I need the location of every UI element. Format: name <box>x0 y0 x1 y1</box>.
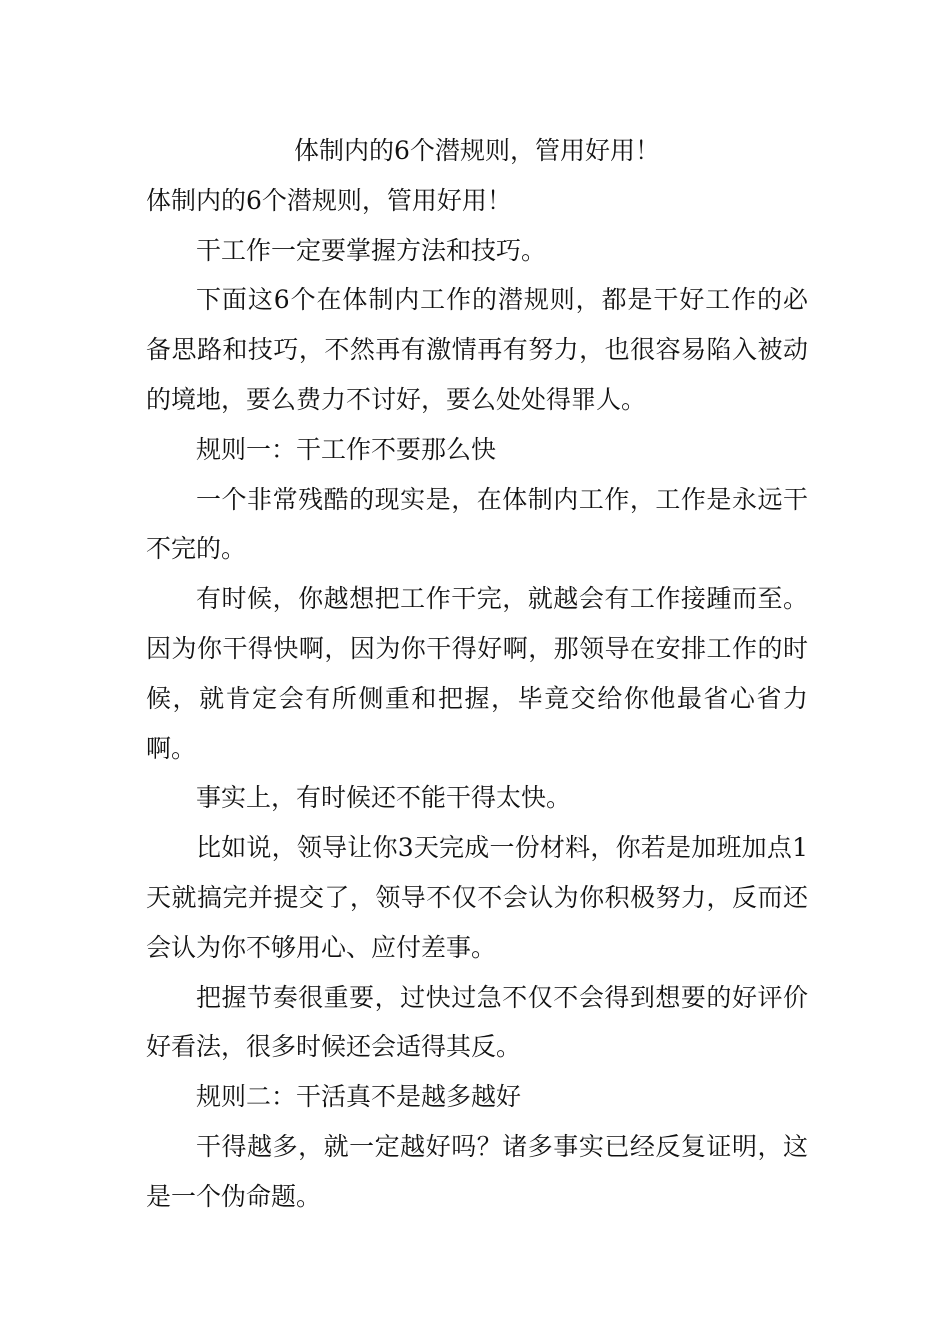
paragraph: 干工作一定要掌握方法和技巧。 <box>196 235 547 265</box>
paragraph: 干得越多，就一定越好吗？诸多事实已经反复证明，这是一个伪命题。 <box>146 1131 808 1211</box>
paragraph: 一个非常残酷的现实是，在体制内工作，工作是永远干不完的。 <box>146 484 808 564</box>
paragraph: 有时候，你越想把工作干完，就越会有工作接踵而至。因为你干得快啊，因为你干得好啊，那领导在安排工作的时候，就肯定会有所侧重和把握，毕竟交给你他最省心省力啊。 <box>146 584 808 763</box>
paragraph: 把握节奏很重要，过快过急不仅不会得到想要的好评价好看法，很多时候还会适得其反。 <box>146 982 808 1062</box>
document-title: 体制内的6个潜规则，管用好用！ <box>294 136 660 165</box>
paragraph: 体制内的6个潜规则，管用好用！ <box>146 185 512 215</box>
section-heading: 规则二：干活真不是越多越好 <box>196 1082 522 1112</box>
paragraph: 下面这6个在体制内工作的潜规则，都是干好工作的必备思路和技巧，不然再有激情再有努力，也很容易陷入被动的境地，要么费力不讨好，要么处处得罪人。 <box>146 285 808 414</box>
paragraph: 事实上，有时候还不能干得太快。 <box>196 783 572 813</box>
paragraph: 比如说，领导让你3天完成一份材料，你若是加班加点1天就搞完并提交了，领导不仅不会认为你积极努力，反而还会认为你不够用心、应付差事。 <box>146 833 808 962</box>
document-body <box>146 126 808 1222</box>
section-heading: 规则一：干工作不要那么快 <box>196 434 497 464</box>
